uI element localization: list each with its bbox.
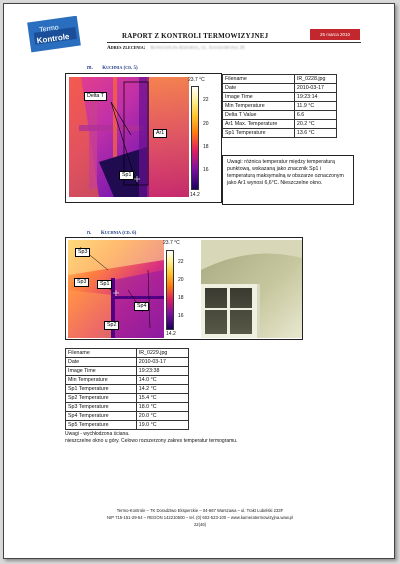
table-row	[66, 412, 189, 421]
colorbar-n	[166, 250, 174, 330]
table-row	[223, 111, 337, 120]
page-number: 22(46)	[193, 522, 207, 527]
table-cell-label: Filename	[223, 75, 295, 84]
table-cell-value: 20.2 °C	[294, 120, 336, 129]
table-cell-label: Min Temperature	[223, 102, 295, 111]
colorbar-m	[191, 86, 199, 190]
termo-kontrole-logo	[26, 16, 82, 54]
table-cell-label: Sp3 Temperature	[66, 403, 137, 412]
colorbar-m-tick: 18	[203, 144, 209, 150]
data-table-n	[65, 348, 189, 430]
table-row	[66, 403, 189, 412]
colorbar-n-max: 23.7 °C	[163, 240, 180, 246]
table-cell-value: 2010-03-17	[136, 358, 188, 367]
table-cell-label: Date	[66, 358, 137, 367]
table-row	[223, 129, 337, 138]
table-row	[223, 84, 337, 93]
table-cell-value: 14.2 °C	[136, 385, 188, 394]
table-cell-value: 19:23:14	[294, 93, 336, 102]
note-n-line1: Uwagi - wychłodzona ściana.	[65, 431, 130, 437]
table-cell-label: Sp1 Temperature	[66, 385, 137, 394]
table-cell-value: 6.6	[294, 111, 336, 120]
svg-text:Kontrole: Kontrole	[36, 31, 70, 46]
svg-text:Termo: Termo	[38, 24, 60, 34]
table-cell-label: Ar1 Max. Temperature	[223, 120, 295, 129]
colorbar-n-tick: 18	[178, 295, 184, 301]
data-table-m	[222, 74, 337, 138]
colorbar-m-max: 23.7 °C	[188, 77, 205, 83]
thermogram-m-frame	[65, 73, 222, 203]
table-row	[223, 120, 337, 129]
marker-sp1: Sp1	[119, 171, 134, 180]
address-line	[107, 45, 245, 51]
section-m-number: m.	[87, 65, 93, 71]
marker-ar1: Ar1	[153, 129, 167, 138]
thermogram-m	[69, 77, 189, 197]
footer-contact: NIP 715-151-29-54 – REGON 142210500 – tel. (0) 602-523-100 – www.kameratermowizyjna.waw.pl	[107, 515, 293, 520]
table-cell-label: Date	[223, 84, 295, 93]
table-cell-label: Min Temperature	[66, 376, 137, 385]
table-cell-value: 13.6 °C	[294, 129, 336, 138]
marker-sp2: Sp2	[104, 321, 119, 330]
table-row	[66, 376, 189, 385]
table-cell-value: 14.0 °C	[136, 376, 188, 385]
table-cell-value: 19.0 °C	[136, 421, 188, 430]
table-cell-label: Filename	[66, 349, 137, 358]
table-cell-value: IR_0228.jpg	[294, 75, 336, 84]
table-row	[66, 367, 189, 376]
table-row	[66, 385, 189, 394]
section-m-title	[87, 65, 138, 71]
address-value: Konstancin-Jeziorna, ul. Sanatoryjna 20	[150, 45, 245, 51]
colorbar-n-tick: 16	[178, 313, 184, 319]
date-badge: 25 marca 2010	[310, 29, 360, 40]
table-row	[66, 394, 189, 403]
colorbar-m-min: 14.2	[190, 192, 200, 198]
note-box-m: Uwagi: różnica temperatur między temperaturą punktową, wskazaną jako znacznik Sp1 i temperaturą maksymalną w obszarze oznaczonym jako Ar1 wynosi 6,6°C. Nieszczelne okno.	[222, 155, 354, 205]
table-cell-value: IR_0229.jpg	[136, 349, 188, 358]
note-n-line2: nieszczelne okno u góry. Celowo rozszerzony zakres temperatur termogramu.	[65, 438, 238, 445]
report-title: RAPORT Z KONTROLI TERMOWIZYJNEJ	[122, 32, 269, 40]
marker-sp3: Sp3	[75, 248, 90, 257]
note-n	[65, 431, 237, 446]
table-cell-label: Sp5 Temperature	[66, 421, 137, 430]
marker-sp1: Sp1	[97, 280, 112, 289]
table-cell-value: 11.9 °C	[294, 102, 336, 111]
table-row	[66, 358, 189, 367]
colorbar-m-tick: 20	[203, 121, 209, 127]
colorbar-n-tick: 22	[178, 259, 184, 265]
colorbar-n-min: 14.2	[166, 331, 176, 337]
section-n-label: Kuchnia (cd. 6)	[100, 231, 137, 236]
marker-sp4: Sp4	[134, 302, 149, 311]
colorbar-m-tick: 16	[203, 167, 209, 173]
table-row	[223, 93, 337, 102]
section-m-label: Kuchnia (cd. 5)	[102, 66, 138, 71]
header-divider	[107, 42, 361, 43]
table-cell-label: Image Time	[66, 367, 137, 376]
colorbar-m-tick: 22	[203, 97, 209, 103]
table-cell-value: 15.4 °C	[136, 394, 188, 403]
table-cell-label: Sp2 Temperature	[66, 394, 137, 403]
marker-sp3-alt: Sp3	[74, 278, 89, 287]
section-n-number: n.	[87, 230, 92, 236]
table-cell-value: 18.0 °C	[136, 403, 188, 412]
table-cell-label: Sp1 Temperature	[223, 129, 295, 138]
table-row	[223, 102, 337, 111]
thermogram-n-frame	[65, 237, 303, 340]
table-cell-value: 2010-03-17	[294, 84, 336, 93]
table-cell-label: Delta T Value	[223, 111, 295, 120]
table-row	[66, 421, 189, 430]
table-row	[66, 349, 189, 358]
table-cell-value: 20.0 °C	[136, 412, 188, 421]
table-cell-label: Sp4 Temperature	[66, 412, 137, 421]
thermogram-n	[68, 240, 164, 338]
footer	[4, 507, 396, 528]
window-photo	[201, 240, 302, 338]
table-cell-label: Image Time	[223, 93, 295, 102]
colorbar-n-tick: 20	[178, 277, 184, 283]
marker-delta-t: Delta T	[84, 92, 107, 101]
report-page	[3, 3, 395, 559]
address-label: Adres zlecenia:	[107, 45, 146, 51]
section-n-title	[87, 230, 136, 236]
table-row	[223, 75, 337, 84]
table-cell-value: 19:23:38	[136, 367, 188, 376]
footer-address: Termo-Kontrole – TK Doradztwo Eksperckie – 04-667 Warszawa – ul. Trakt Lubelski 233F	[116, 508, 284, 513]
